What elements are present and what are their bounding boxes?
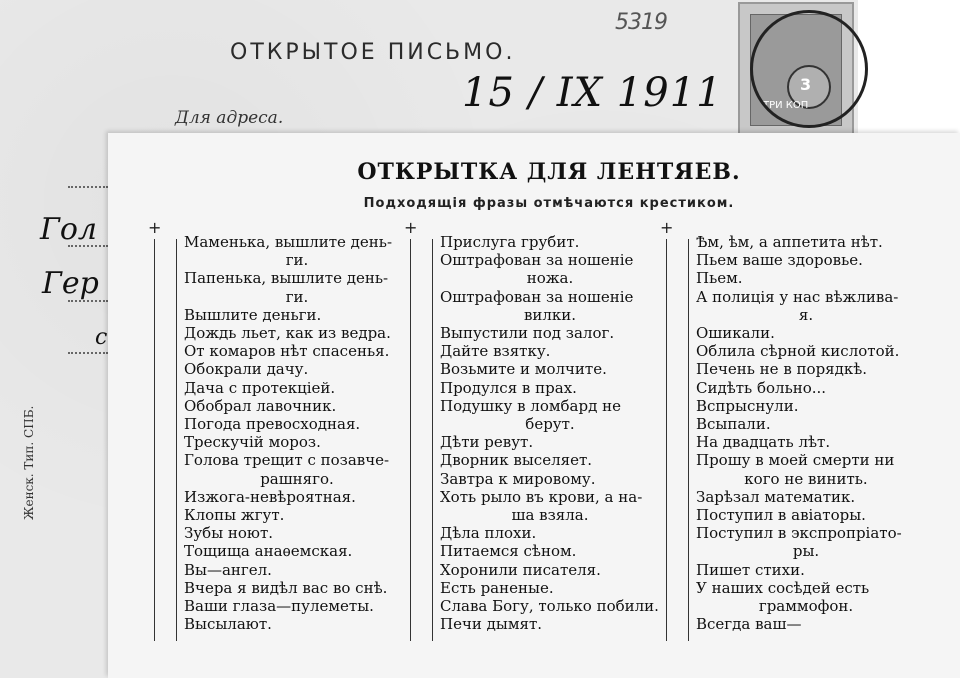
phrase-item: Дѣти ревут. — [440, 433, 534, 452]
phrase-item: кого не винить. — [744, 469, 868, 488]
phrase-item: Обобрал лавочник. — [184, 396, 337, 415]
address-dotline — [68, 186, 108, 188]
phrase-item: Вы—ангел. — [184, 560, 272, 579]
phrase-item: Питаемся сѣном. — [440, 542, 577, 561]
phrase-item: ги. — [285, 251, 309, 270]
phrase-item: Печи дымят. — [440, 615, 543, 634]
column-rule — [666, 239, 667, 641]
phrase-item: Изжога-невѣроятная. — [184, 487, 356, 506]
printer-note: Женск. Тип. СПБ. — [22, 405, 36, 520]
phrase-item: Погода превосходная. — [184, 415, 361, 434]
phrase-item: Оштрафован за ношеніе — [440, 251, 634, 270]
card-subtitle: Подходящія фразы отмѣчаются крестиком. — [363, 196, 735, 211]
phrase-item: Зубы ноют. — [184, 524, 274, 543]
plus-mark: + — [148, 218, 162, 237]
phrase-item: Поступил в экспропріато- — [696, 524, 902, 543]
phrase-item: Дайте взятку. — [440, 342, 551, 361]
phrase-item: У наших сосѣдей есть — [696, 578, 870, 597]
address-label: Для адреса. — [175, 108, 284, 128]
phrase-item: Сидѣть больно... — [696, 378, 827, 397]
phrase-item: Ваши глаза—пулеметы. — [184, 597, 374, 616]
phrase-item: Пишет стихи. — [696, 560, 805, 579]
phrase-item: Трескучій мороз. — [184, 433, 321, 452]
handwritten-date: 15 / IX 1911 — [462, 70, 723, 116]
phrase-item: Обокрали дачу. — [184, 360, 309, 379]
phrase-item: А полиція у нас вѣжлива- — [696, 287, 899, 306]
phrase-item: Завтра к мировому. — [440, 469, 596, 488]
phrase-item: Хоть рыло въ крови, а на- — [440, 487, 643, 506]
phrase-item: Вчера я видѣл вас во снѣ. — [184, 578, 388, 597]
phrase-item: Всегда ваш— — [696, 615, 802, 634]
phrase-item: Дождь льет, как из ведра. — [184, 324, 391, 343]
column-rule — [432, 239, 433, 641]
column-rule — [688, 239, 689, 641]
phrase-item: Прошу в моей смерти ни — [696, 451, 895, 470]
phrase-item: На двадцать лѣт. — [696, 433, 831, 452]
stamp-caption: ТРИ КОП — [763, 100, 809, 111]
phrase-item: Слава Богу, только побили. — [440, 597, 659, 616]
column-rule — [176, 239, 177, 641]
handwritten-line: Гер — [42, 266, 99, 301]
phrase-item: Прислуга грубит. — [440, 233, 580, 251]
handwritten-line: Гол — [40, 212, 98, 247]
archive-number: 5319 — [615, 10, 667, 35]
phrase-item: Ошикали. — [696, 324, 775, 343]
phrase-item: Всыпали. — [696, 415, 771, 434]
phrase-item: рашняго. — [260, 469, 334, 488]
phrase-item: граммофон. — [758, 597, 854, 616]
plus-mark: + — [660, 218, 674, 237]
phrase-item: ры. — [792, 542, 820, 561]
phrase-item: Высылают. — [184, 615, 272, 634]
phrase-item: ножа. — [526, 269, 574, 288]
plus-mark: + — [404, 218, 418, 237]
phrase-item: Дача с протекціей. — [184, 378, 336, 397]
phrase-item: вилки. — [523, 305, 577, 324]
phrase-item: Пьем ваше здоровье. — [696, 251, 863, 270]
phrase-item: Облила сѣрной кислотой. — [696, 342, 900, 361]
phrase-item: Выпустили под залог. — [440, 324, 615, 343]
phrase-item: Клопы жгут. — [184, 506, 285, 525]
phrase-item: Есть раненые. — [440, 578, 554, 597]
card-title: ОТКРЫТКА ДЛЯ ЛЕНТЯЕВ. — [357, 159, 741, 185]
postcard-front — [108, 133, 960, 678]
phrase-item: От комаров нѣт спасенья. — [184, 342, 390, 361]
phrase-item: Голова трещит с позавче- — [184, 451, 390, 470]
phrase-column-1 — [148, 218, 410, 634]
phrase-item: Оштрафован за ношеніе — [440, 287, 634, 306]
phrase-item: Хоронили писателя. — [440, 560, 601, 579]
phrase-item: Маменька, вышлите день- — [184, 233, 393, 251]
column-rule — [410, 239, 411, 641]
phrase-item: ша взяла. — [511, 506, 589, 525]
phrase-item: берут. — [525, 415, 575, 434]
phrase-item: Печень не в порядкѣ. — [696, 360, 868, 379]
phrase-item: Поступил в авіаторы. — [696, 506, 866, 525]
stamp-value: 3 — [800, 75, 812, 94]
phrase-item: Вспрыснули. — [696, 396, 799, 415]
address-dotline — [68, 352, 108, 354]
postage-stamp — [738, 2, 854, 138]
phrase-item: Дворник выселяет. — [440, 451, 593, 470]
phrase-item: Дѣла плохи. — [440, 524, 537, 543]
postmark-icon — [750, 10, 868, 128]
phrase-item: Ѣм, ѣм, а аппетита нѣт. — [696, 233, 883, 251]
column-rule — [154, 239, 155, 641]
phrase-item: Зарѣзал математик. — [696, 487, 856, 506]
phrase-item: Вышлите деньги. — [184, 305, 322, 324]
phrase-item: ги. — [285, 287, 309, 306]
phrase-item: я. — [798, 305, 814, 324]
phrase-item: Подушку в ломбард не — [440, 396, 621, 415]
phrase-item: Пьем. — [696, 269, 743, 288]
handwritten-line: с — [95, 325, 108, 350]
phrase-item: Папенька, вышлите день- — [184, 269, 389, 288]
phrase-column-3 — [660, 218, 916, 634]
phrase-item: Тощища анаѳемская. — [184, 542, 353, 561]
phrase-column-2 — [404, 218, 660, 634]
phrase-item: Продулся в прах. — [440, 378, 577, 397]
back-title: ОТКРЫТОЕ ПИСЬМО. — [230, 40, 516, 65]
phrase-item: Возьмите и молчите. — [440, 360, 607, 379]
